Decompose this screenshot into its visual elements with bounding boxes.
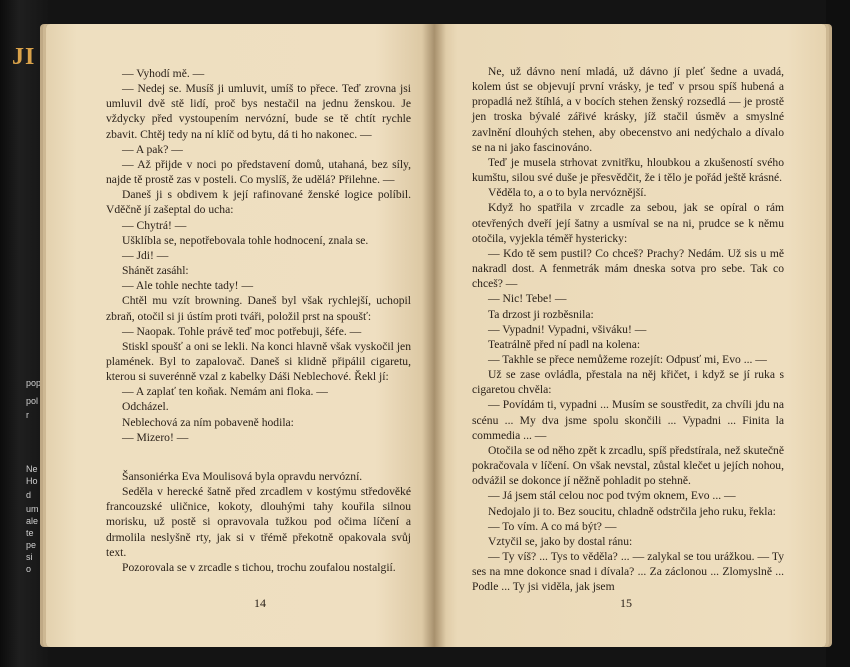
paragraph: — Ty víš? ... Tys to věděla? ... — zalykal se tou urážkou. — Ty ses na mne dokonce snad i dívala? ... Za záclonou ... Zlomyslně ... Podle ... Ty jsi viděla, jak jsem [472,550,784,594]
paragraph: Šansoniérka Eva Moulisová byla opravdu nervózní. [122,469,363,483]
paragraph: Seděla v herecké šatně před zrcadlem v kostýmu středověké francouzské uličnice, kokoty, dlouhými tahy kouřila silnou morisku, už postě si opravovala tužkou pod očima líčení a drmolila neslyšně rty, jak si v třémě překotně opakovala svůj text. [106,485,411,559]
spine-fragment: ale [26,516,39,526]
paragraph: — Mizero! — [122,430,189,444]
page-number: 15 [620,596,632,610]
paragraph: Ušklíbla se, nepotřebovala tohle hodnocení, znala se. [122,233,369,247]
paragraph: — Jdi! — [122,248,169,262]
paragraph: Věděla to, a o to byla nervóznější. [488,186,647,200]
page-number: 14 [254,596,266,610]
paragraph: Ne, už dávno není mladá, už dávno jí pleť šedne a uvadá, kolem úst se objevují první vrásky, je teď v prsou spíš hubená a propadlá než štíhlá, a v bocích stehen ženský rozsedlá — je prostě jen troska bývalé zářivé krásky, jíž stačil úsměv a smyslné zavlnění dlouhých stehen, aby obecenstvo ani nedýchalo a dívalo se na ni jako fascinováno. [472,65,784,154]
spine-fragment: o [26,564,32,574]
paragraph: Otočila se od něho zpět k zrcadlu, spíš předstírala, než skutečně pokračovala v líčení. On však nevstal, zůstal klečet u jejích nohou, odvážil se dokonce jí něžně pohladit po stehně. [472,443,784,488]
paragraph: Vztyčil se, jako by dostal ránu: [488,534,633,548]
spine-fragment: r [26,410,29,420]
paragraph: — Nic! Tebe! — [488,292,567,306]
left-page-text [106,66,411,575]
spine-fragment: Ne [26,464,38,474]
paragraph: — Vyhodí mě. — [122,67,205,80]
spine-fragment: pol [26,396,39,406]
left-page [46,24,434,647]
paragraph: — Naopak. Tohle právě teď moc potřebuji, šéfe. — [122,324,362,338]
spine-fragment: te [26,528,34,538]
paragraph: Daneš ji s obdivem k její rafinované ženské logice políbil. Vděčně jí zašeptal do ucha: [106,188,411,217]
paragraph: Neblechová za ním pobaveně hodila: [122,415,294,429]
back-cover-edge [826,0,850,667]
paragraph: Shánět zasáhl: [122,264,189,278]
spine-fragment: d [26,490,32,500]
book-gutter [422,24,446,647]
paragraph: — Vypadni! Vypadni, všiváku! — [488,322,647,336]
paragraph: Stiskl spoušť a oni se lekli. Na konci hlavně však vyskočil jen plamének. Byl to zapalovač. Daneš si klidně připálil cigaretu, kterou si suverénně vzal z kabelky Dáši Neblechové. Řekl jí: [106,339,411,384]
spine-fragment: um [26,504,39,514]
paragraph: — Povídám ti, vypadni ... Musím se soustředit, za chvíli jdu na scénu ... My dva jsme spolu skončili ... Vypadni ... Finita la commedia ... — [472,398,784,442]
right-page-text [472,64,784,594]
paragraph: — Já jsem stál celou noc pod tvým oknem, Evo ... — [488,489,736,503]
spine-fragment: pe [26,540,37,550]
paragraph: Odcházel. [122,400,169,414]
section-break [106,445,411,469]
paragraph: — Takhle se přece nemůžeme rozejít: Odpusť mi, Evo ... — [488,352,767,366]
paragraph: Teď je musela strhovat zvnitřku, hloubkou a zkušeností svého kumštu, silou své duše je přesvědčit, že i tělo je pořád ještě krásné. [472,155,784,185]
book-spine [0,0,48,667]
paragraph: — Kdo tě sem pustil? Co chceš? Prachy? Nedám. Už sis u mě nakradl dost. A fenmetrák mám dneska sotva pro sebe. Tak co chceš? — [472,246,784,291]
paragraph: Pozorovala se v zrcadle s tichou, trochu zoufalou nostalgií. [122,560,396,574]
right-page [434,24,826,647]
spine-fragment: pop [26,378,42,388]
spine-fragment: si [26,552,33,562]
paragraph: — To vím. A co má být? — [488,519,617,533]
spine-title: JI [12,44,36,70]
paragraph: Chtěl mu vzít browning. Daneš byl však rychlejší, uchopil zbraň, otočil si ji ústím proti tváři, položil prst na spoušť: [106,294,411,323]
paragraph: Nedojalo ji to. Bez soucitu, chladně odstrčila jeho ruku, řekla: [488,504,776,518]
paragraph: Teatrálně před ní padl na kolena: [488,337,641,351]
paragraph: — Nedej se. Musíš ji umluvit, umíš to přece. Teď zrovna jsi umluvil dvě stě lidí, proč bys nestačil na jednu ženskou. Je vždycky před vystoupením nervózní, bude se tě chtít rychle zbavit. Chtěj tedy na ní klíč od bytu, dá ti ho nakonec. — [106,82,411,141]
paragraph: — Až přijde v noci po představení domů, utahaná, bez síly, najde tě prostě zas v posteli. Co myslíš, že udělá? Přilehne. — [106,157,411,187]
spine-fragment: Ho [26,476,38,486]
paragraph: Už se zase ovládla, přestala na něj křičet, i když se jí ruka s cigaretou chvěla: [472,368,784,397]
paragraph: Když ho spatřila v zrcadle za sebou, jak se opíral o rám otevřených dveří její šatny a usmíval se na ni, prudce se k němu otočila, vyjekla téměř hystericky: [472,201,784,245]
paragraph: — A pak? — [122,142,183,156]
paragraph: — Ale tohle nechte tady! — [122,279,254,293]
paragraph: — A zaplať ten koňak. Nemám ani floka. — [122,385,328,399]
paragraph: — Chytrá! — [122,218,187,232]
paragraph: Ta drzost ji rozběsnila: [488,307,594,321]
